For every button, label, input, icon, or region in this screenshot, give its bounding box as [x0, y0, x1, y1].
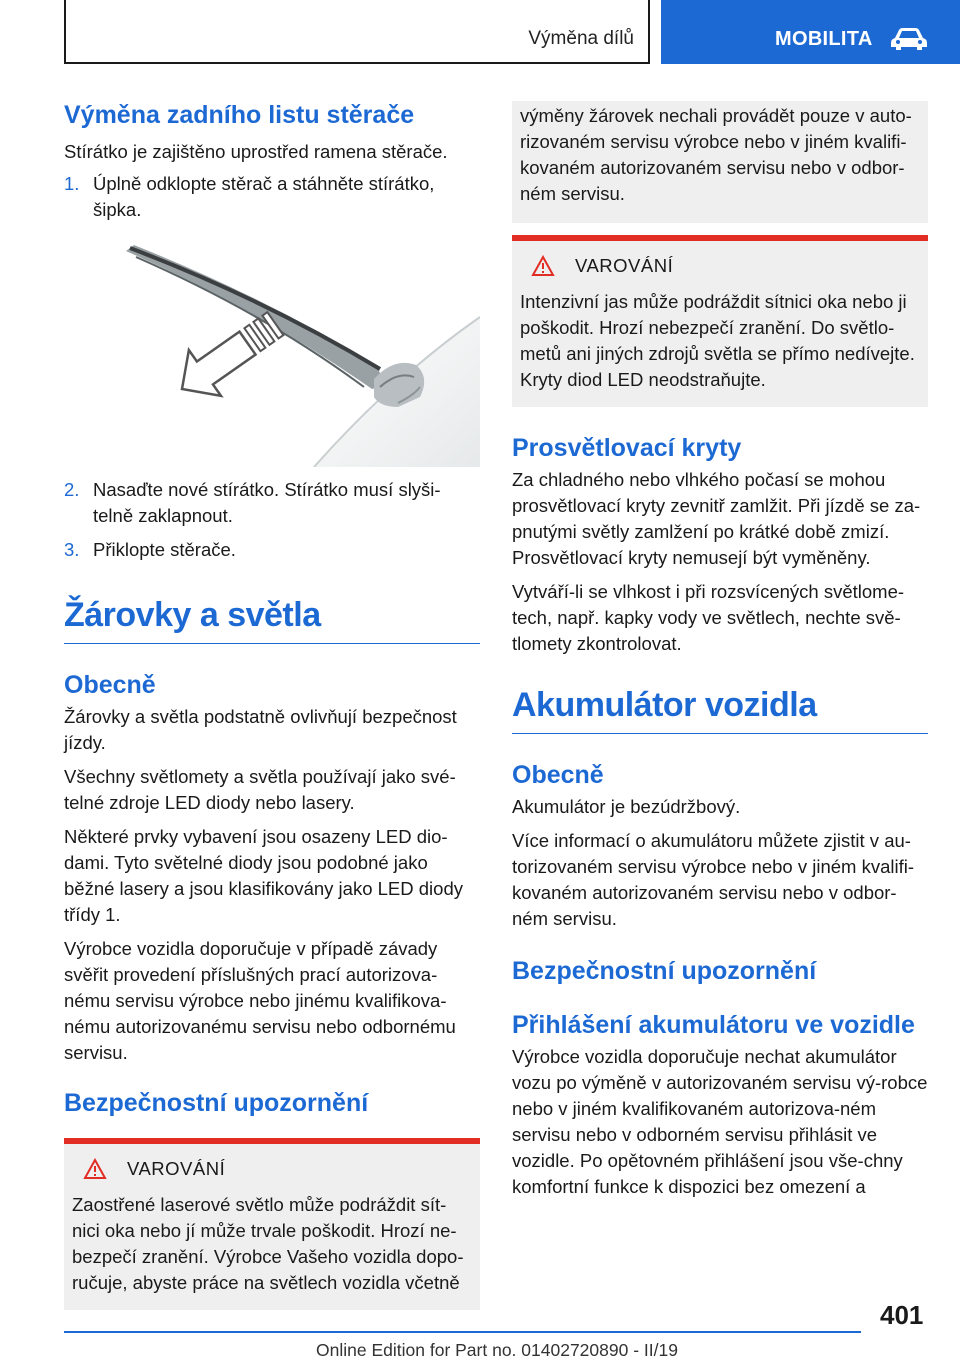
bulbs-heading: Žárovky a světla — [64, 595, 480, 644]
registration-text: Výrobce vozidla doporučuje nechat akumulátor vozu po výměně v autorizovaném servisu vý-robce nebo v jiném kvalifikovaném autorizova-ném servisu nebo v odborném servisu přihlásit ve vozidle. Po opětovném přihlášení jsou vše-chny komfortní funkce k dispozici bez omezení a — [512, 1046, 928, 1197]
header-chapter-tab — [661, 0, 960, 64]
general-heading: Obecně — [64, 671, 156, 699]
wiper-steps-1 — [64, 171, 480, 223]
step-number: 2. — [64, 479, 80, 500]
warning-triangle-icon — [83, 1158, 107, 1180]
wiper-illustration — [64, 237, 480, 467]
wiper-intro: Stírátko je zajištěno uprostřed ramena stěrače. — [64, 141, 448, 162]
warning-text: Zaostřené laserové světlo může podráždit sít-nici oka nebo jí může trvale poškodit. Hrozí ne-bezpečí zranění. Výrobce Vašeho vozidla dopo-ručuje, abyste práce na světlech vozidla včetně — [72, 1194, 464, 1293]
wiper-blade-image — [64, 237, 480, 467]
warning-text-2: Intenzivní jas může podráždit sítnici oka nebo ji poškodit. Hrozí nebezpečí zranění. Do světlo-metů ani jiných zdrojů světla se přímo nedívejte. Kryty diod LED neodstraňujte. — [520, 291, 915, 390]
warning-title — [72, 1158, 474, 1180]
general-para: Všechny světlomety a světla používají jako své-telné zdroje LED diody nebo lasery. — [64, 766, 456, 813]
step-number: 1. — [64, 173, 80, 194]
general-para: Některé prvky vybavení jsou osazeny LED dio-dami. Tyto světelné diody jsou podobné jako běžné lasery a jsou klasifikovány jako LED diody třídy 1. — [64, 826, 463, 925]
right-column — [512, 101, 928, 1200]
header-section-tab — [64, 0, 650, 64]
wiper-heading: Výměna zadního listu stěrače — [64, 101, 415, 129]
safety-heading: Bezpečnostní upozornění — [64, 1089, 369, 1117]
registration-heading: Přihlášení akumulátoru ve vozidle — [512, 1011, 915, 1039]
wiper-steps-2 — [64, 477, 480, 563]
battery-heading: Akumulátor vozidla — [512, 685, 928, 734]
battery-general-heading: Obecně — [512, 761, 604, 789]
covers-heading: Prosvětlovací kryty — [512, 434, 742, 462]
left-column — [64, 100, 480, 1310]
step-item — [64, 477, 480, 529]
step-item — [64, 537, 480, 563]
footer-divider — [64, 1331, 861, 1333]
warning-box-2 — [512, 235, 928, 407]
warning-triangle-icon — [531, 255, 555, 277]
step-number: 3. — [64, 539, 80, 560]
page-number: 401 — [880, 1300, 924, 1330]
step-text: Přiklopte stěrače. — [93, 539, 236, 560]
step-item — [64, 171, 480, 223]
battery-safety-heading: Bezpečnostní upozornění — [512, 957, 817, 985]
step-text: Úplně odklopte stěrač a stáhněte stírátko, šipka. — [93, 173, 435, 220]
header-chapter-label: MOBILITA — [775, 28, 873, 50]
warning-continuation-box — [512, 101, 928, 223]
warning-label: VAROVÁNÍ — [127, 1158, 226, 1179]
general-para: Žárovky a světla podstatně ovlivňují bezpečnost jízdy. — [64, 706, 457, 753]
covers-para: Za chladného nebo vlhkého počasí se mohou prosvětlovací kryty zevnitř zamlžit. Při jízdě se za-pnutými světly zamlžení po krátké době zmizí. Prosvětlovací kryty nemusejí být vyměněny. — [512, 469, 921, 568]
warning-box — [64, 1138, 480, 1310]
warning-title-2 — [520, 255, 922, 277]
footer-edition: Online Edition for Part no. 01402720890 - II/19 — [316, 1340, 678, 1360]
warning-continuation-text: výměny žárovek nechali provádět pouze v auto-rizovaném servisu výrobce nebo v jiném kvalifi-kovaném autorizovaném servisu nebo v odbor-ném servisu. — [520, 105, 912, 204]
battery-para: Akumulátor je bezúdržbový. — [512, 796, 741, 817]
car-icon — [889, 26, 929, 52]
covers-para: Vytváří-li se vlhkost i při rozsvícených světlome-tech, např. kapky vody ve světlech, nechte svě-tlomety zkontrolovat. — [512, 581, 905, 654]
header-section-label: Výměna dílů — [528, 28, 634, 49]
warning-label-2: VAROVÁNÍ — [575, 255, 674, 276]
general-para: Výrobce vozidla doporučuje v případě závady svěřit provedení příslušných prací autorizova-nému servisu výrobce nebo jinému kvalifikova-nému autorizovanému servisu nebo odbornému servisu. — [64, 938, 456, 1063]
battery-para: Více informací o akumulátoru můžete zjistit v au-torizovaném servisu výrobce nebo v jiném kvalifi-kovaném autorizovaném servisu nebo v odbor-ném servisu. — [512, 830, 915, 929]
step-text: Nasaďte nové stírátko. Stírátko musí slyši-telně zaklapnout. — [93, 479, 441, 526]
